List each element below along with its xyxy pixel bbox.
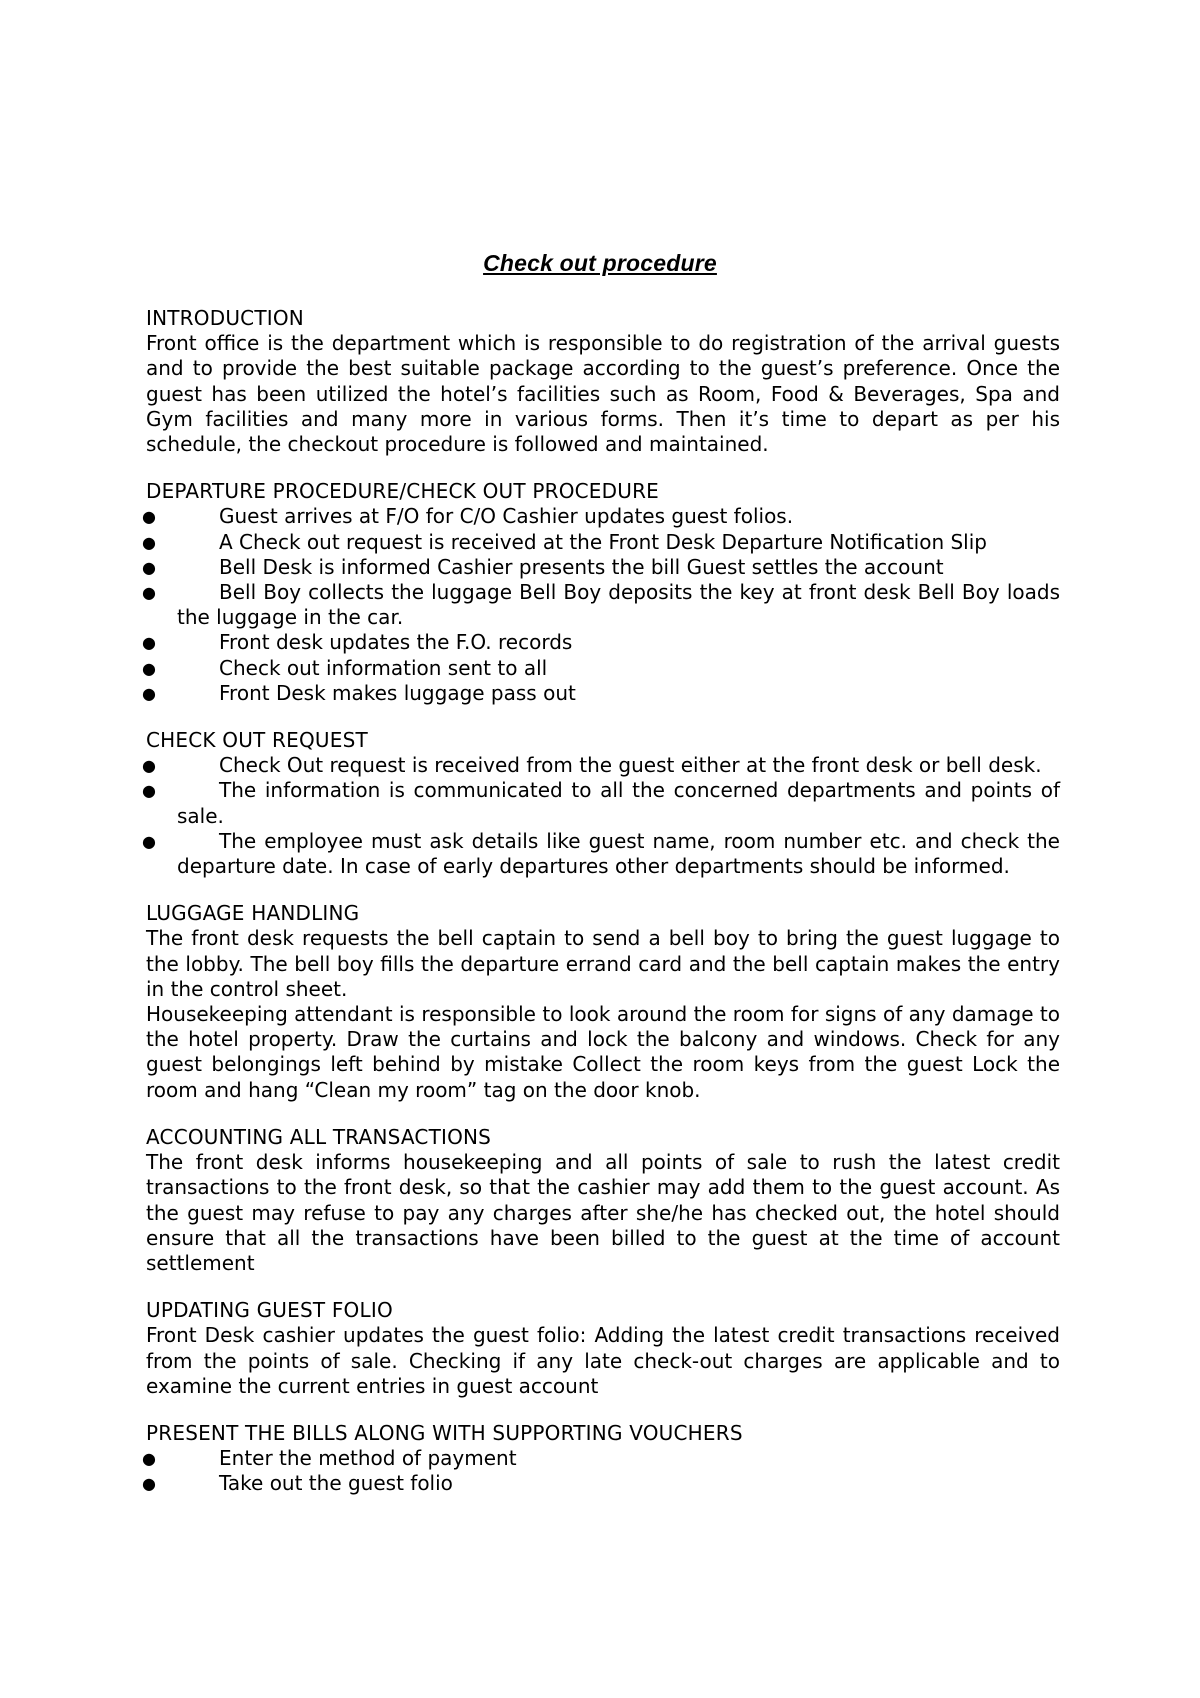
list-item: ● Bell Boy collects the luggage Bell Boy deposits the key at front desk Bell Boy loads the luggage in the car. xyxy=(142,580,1060,630)
paragraph-luggage-2: Housekeeping attendant is responsible to look around the room for signs of any damage to the hotel property. Draw the curtains and lock the balcony and windows. Check for any guest belongings left behind by mistake Collect the room keys from the guest Lock the room and hang “Clean my room” tag on the door knob. xyxy=(146,1002,1060,1102)
list-item: ● Guest arrives at F/O for C/O Cashier updates guest folios. xyxy=(142,504,794,529)
document-title: Check out procedure xyxy=(483,250,717,276)
bullet-icon: ● xyxy=(142,683,156,703)
list-item: ● A Check out request is received at the Front Desk Departure Notification Slip xyxy=(142,529,987,554)
bullet-icon: ● xyxy=(142,507,156,527)
document-body xyxy=(142,306,1060,1519)
paragraph-introduction: Front office is the department which is responsible to do registration of the arrival guests and to provide the best suitable package according to the guest’s preference. Once the guest has been utilized the hotel’s facilities such as Room, Food & Beverages, Spa and Gym facilities and many more in various forms. Then it’s time to depart as per his schedule, the checkout procedure is followed and maintained. xyxy=(146,331,1060,457)
heading-folio: UPDATING GUEST FOLIO xyxy=(146,1298,393,1323)
bullet-icon: ● xyxy=(142,658,156,678)
list-item: ● Enter the method of payment xyxy=(142,1446,517,1471)
bullet-icon: ● xyxy=(142,1474,156,1494)
paragraph-folio: Front Desk cashier updates the guest folio: Adding the latest credit transactions received from the points of sale. Checking if any late check-out charges are applicable and to examine the current entries in guest account xyxy=(146,1323,1060,1398)
heading-checkout-request: CHECK OUT REQUEST xyxy=(146,728,368,753)
bullet-icon: ● xyxy=(142,557,156,577)
list-item: ● The employee must ask details like guest name, room number etc. and check the departure date. In case of early departures other departments should be informed. xyxy=(142,828,1060,879)
section-checkout-request xyxy=(142,728,1060,879)
list-item: ● Front Desk makes luggage pass out xyxy=(142,680,576,705)
paragraph-luggage-1: The front desk requests the bell captain to send a bell boy to bring the guest luggage to the lobby. The bell boy fills the departure errand card and the bell captain makes the entry in the control sheet. xyxy=(146,926,1060,1001)
section-bills xyxy=(142,1420,1060,1497)
heading-accounting: ACCOUNTING ALL TRANSACTIONS xyxy=(146,1124,492,1149)
bullet-icon: ● xyxy=(142,1449,156,1469)
heading-departure: DEPARTURE PROCEDURE/CHECK OUT PROCEDURE xyxy=(146,479,660,504)
list-item: ● Bell Desk is informed Cashier presents the bill Guest settles the account xyxy=(142,554,944,579)
bullet-icon: ● xyxy=(142,583,156,603)
bullet-icon: ● xyxy=(142,831,156,851)
list-item: ● The information is communicated to all the concerned departments and points of sale. xyxy=(142,778,1060,828)
list-item: ● Take out the guest folio xyxy=(142,1471,453,1496)
list-item: ● Front desk updates the F.O. records xyxy=(142,630,573,655)
section-accounting xyxy=(146,1125,1060,1276)
section-folio xyxy=(146,1298,1060,1399)
bills-list xyxy=(142,1446,1060,1496)
heading-introduction: INTRODUCTION xyxy=(146,306,304,330)
list-item: ● Check out information sent to all xyxy=(142,655,548,680)
section-departure xyxy=(142,479,1060,706)
departure-list xyxy=(142,504,1060,706)
bullet-icon: ● xyxy=(142,633,156,653)
checkout-request-list xyxy=(142,753,1060,879)
list-item: ● Check Out request is received from the guest either at the front desk or bell desk. xyxy=(142,753,1042,778)
bullet-icon: ● xyxy=(142,756,156,776)
heading-luggage: LUGGAGE HANDLING xyxy=(146,901,360,926)
section-luggage xyxy=(146,901,1060,1103)
section-introduction xyxy=(146,306,1060,457)
bullet-icon: ● xyxy=(142,781,156,801)
bullet-icon: ● xyxy=(142,532,156,552)
paragraph-accounting: The front desk informs housekeeping and all points of sale to rush the latest credit transactions to the front desk, so that the cashier may add them to the guest account. As the guest may refuse to pay any charges after she/he has checked out, the hotel should ensure that all the transactions have been billed to the guest at the time of account settlement xyxy=(146,1150,1060,1275)
heading-bills: PRESENT THE BILLS ALONG WITH SUPPORTING VOUCHERS xyxy=(146,1420,743,1445)
